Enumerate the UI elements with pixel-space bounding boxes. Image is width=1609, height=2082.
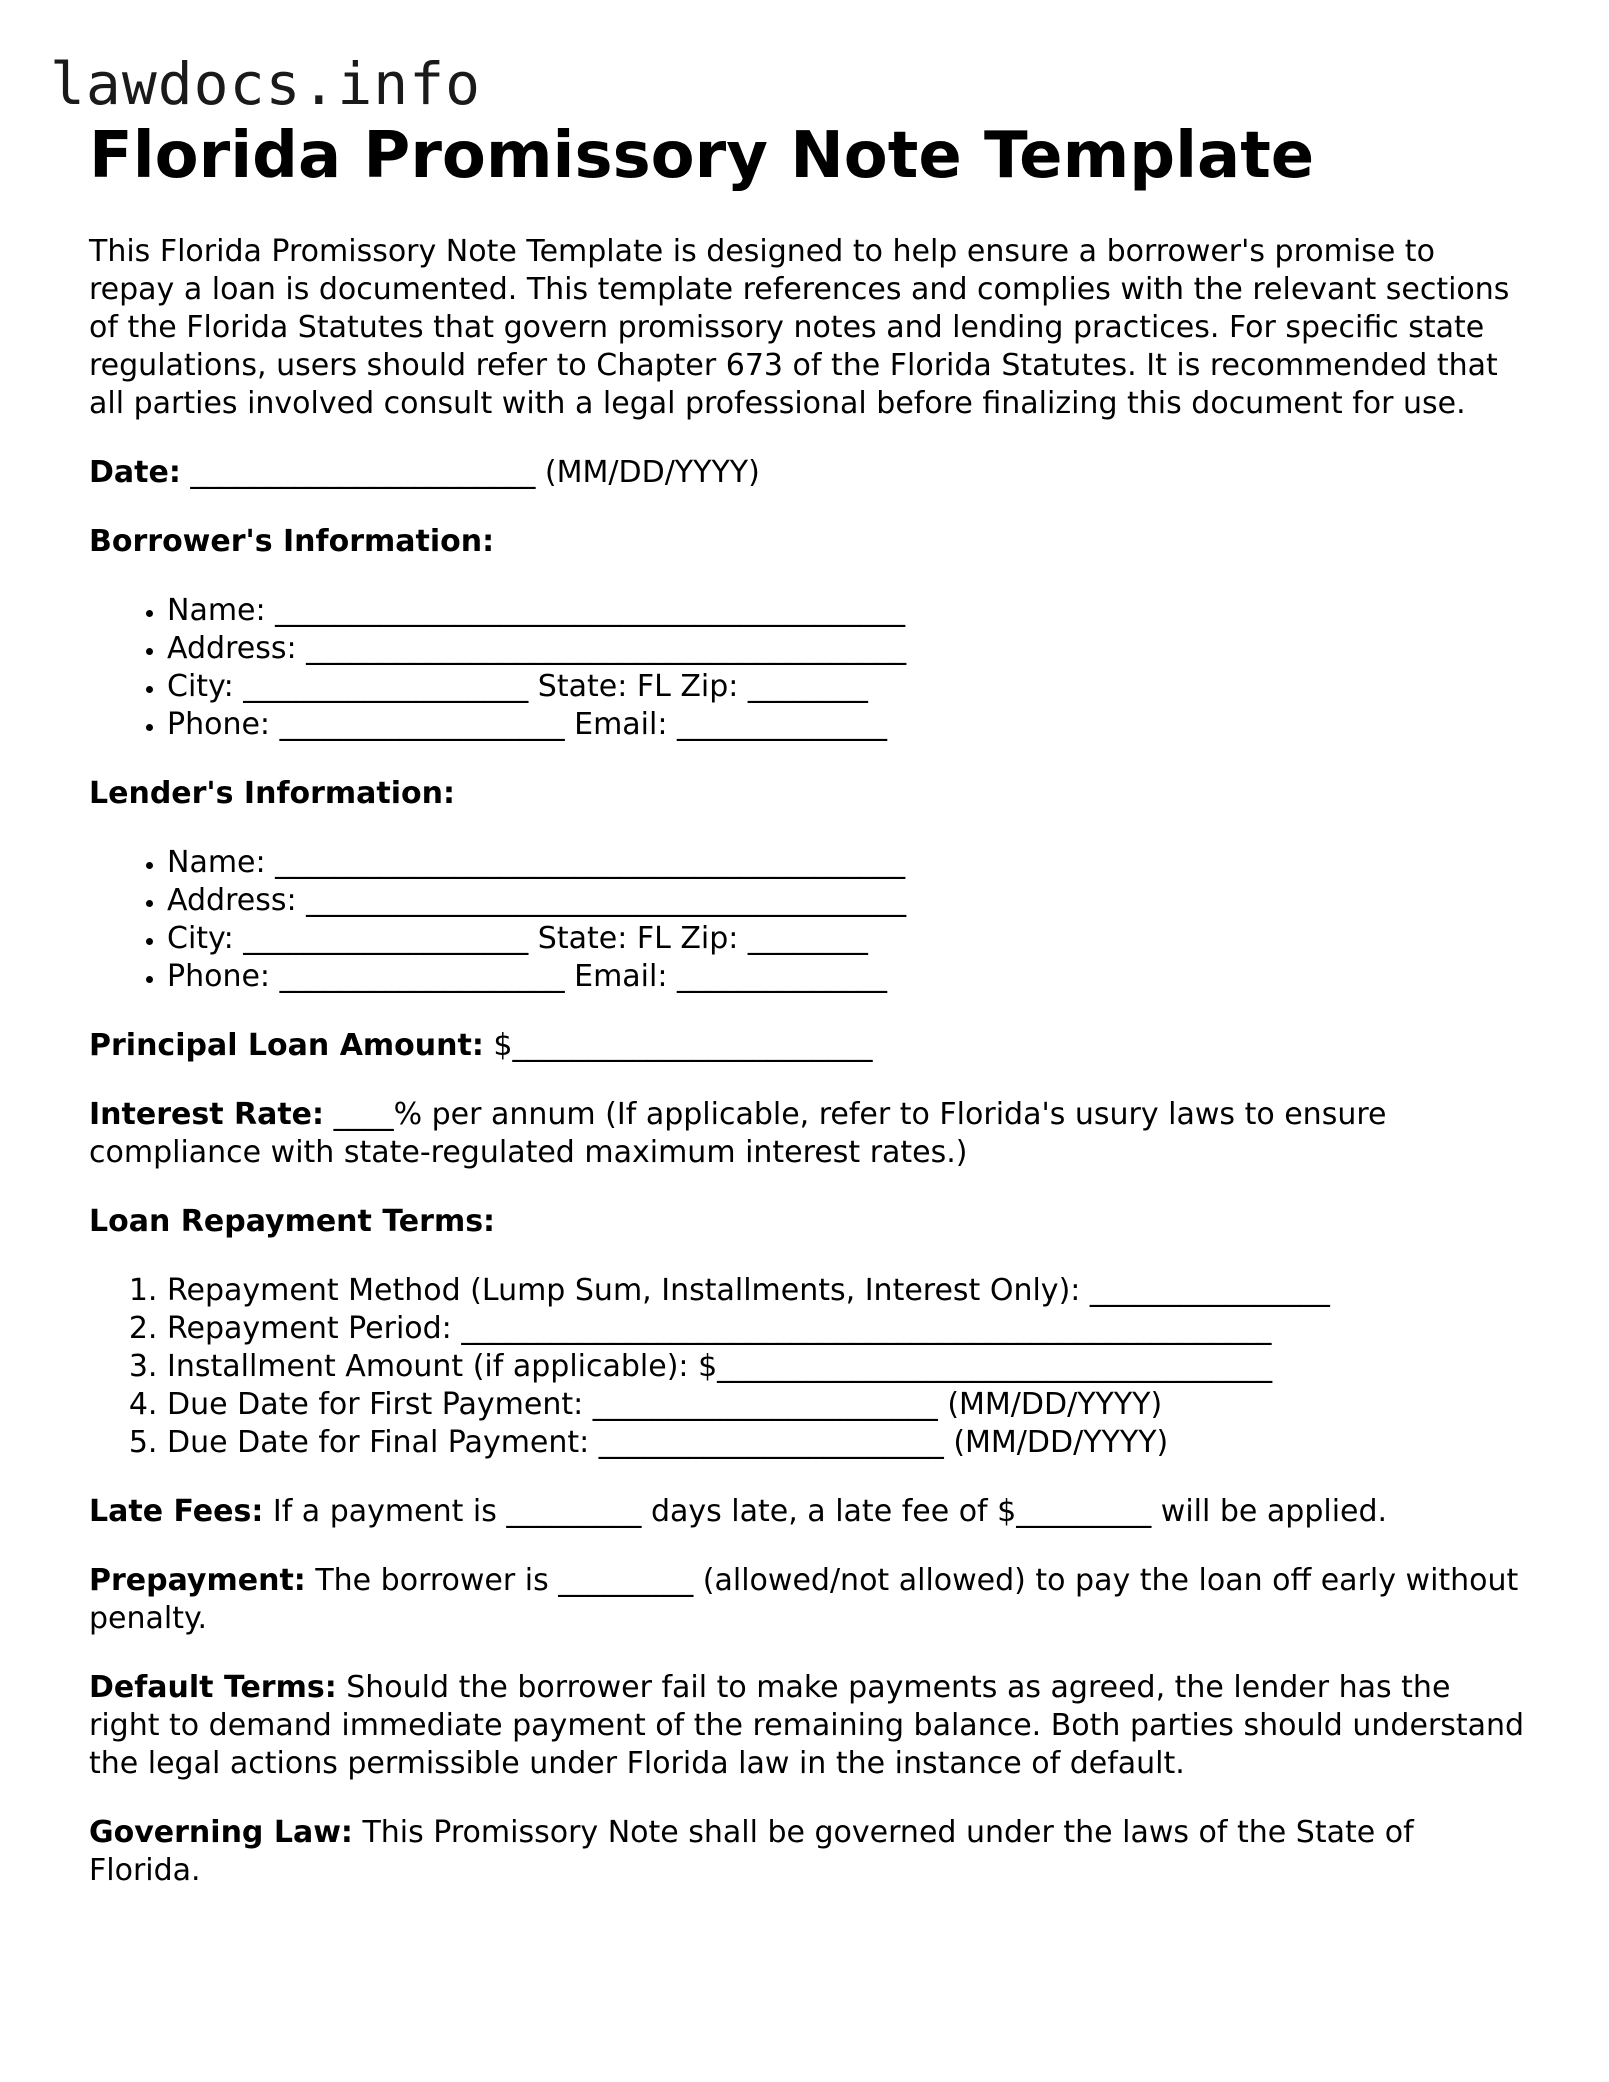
borrower-info-list: [89, 592, 1529, 744]
lender-name-line: • Name: __________________________________________: [167, 844, 1529, 882]
repayment-heading: Loan Repayment Terms:: [89, 1204, 496, 1239]
document: [89, 116, 1529, 1890]
lender-address-line: • Address: ________________________________________: [167, 882, 1529, 920]
lender-city-line: • City: ___________________ State: FL Zip: ________: [167, 920, 1529, 958]
site-watermark: lawdocs.info: [50, 50, 482, 118]
lender-info-list: [89, 844, 1529, 996]
principal-field: $________________________: [483, 1028, 873, 1063]
borrower-name-line: • Name: __________________________________________: [167, 592, 1529, 630]
interest-text: ____% per annum (If applicable, refer to Florida's usury laws to ensure compliance with state-regulated maximum interest rates.): [89, 1097, 1387, 1170]
installment-amount-line: 3. Installment Amount (if applicable): $_____________________________________: [167, 1348, 1529, 1386]
final-payment-line: 5. Due Date for Final Payment: _______________________ (MM/DD/YYYY): [167, 1424, 1529, 1462]
document-title: Florida Promissory Note Template: [89, 119, 1315, 193]
date-field: _______________________ (MM/DD/YYYY): [180, 455, 760, 490]
repayment-terms-list: [89, 1272, 1529, 1462]
late-fees-line: [89, 1493, 1529, 1531]
late-fees-text: If a payment is _________ days late, a late fee of $_________ will be applied.: [263, 1494, 1388, 1529]
prepayment-line: [89, 1562, 1529, 1638]
interest-label: Interest Rate:: [89, 1097, 325, 1132]
date-label: Date:: [89, 455, 181, 490]
date-line: [89, 454, 1529, 492]
governing-law-text: This Promissory Note shall be governed under the laws of the State of Florida.: [89, 1815, 1414, 1888]
lender-heading: Lender's Information:: [89, 776, 455, 811]
borrower-address-line: • Address: ________________________________________: [167, 630, 1529, 668]
prepayment-label: Prepayment:: [89, 1563, 306, 1598]
default-terms-text: Should the borrower fail to make payments as agreed, the lender has the right to demand immediate payment of the remaining balance. Both parties should understand the legal actions permissible under Florida law in the instance of default.: [89, 1670, 1525, 1781]
lender-phone-line: • Phone: ___________________ Email: ______________: [167, 958, 1529, 996]
late-fees-label: Late Fees:: [89, 1494, 264, 1529]
borrower-city-line: • City: ___________________ State: FL Zip: ________: [167, 668, 1529, 706]
borrower-heading: Borrower's Information:: [89, 524, 495, 559]
repayment-period-line: 2. Repayment Period: ______________________________________________________: [167, 1310, 1529, 1348]
borrower-phone-line: • Phone: ___________________ Email: ______________: [167, 706, 1529, 744]
principal-label: Principal Loan Amount:: [89, 1028, 484, 1063]
default-terms-line: [89, 1669, 1529, 1783]
intro-paragraph: This Florida Promissory Note Template is designed to help ensure a borrower's promise to repay a loan is documented. This template references and complies with the relevant sections of the Florida Statutes that govern promissory notes and lending practices. For specific state regulations, users should refer to Chapter 673 of the Florida Statutes. It is recommended that all parties involved consult with a legal professional before finalizing this document for use.: [89, 234, 1510, 421]
governing-law-label: Governing Law:: [89, 1815, 353, 1850]
prepayment-text: The borrower is _________ (allowed/not allowed) to pay the loan off early without penalty.: [89, 1563, 1519, 1636]
first-payment-line: 4. Due Date for First Payment: _______________________ (MM/DD/YYYY): [167, 1386, 1529, 1424]
default-terms-label: Default Terms:: [89, 1670, 337, 1705]
repayment-method-line: 1. Repayment Method (Lump Sum, Installments, Interest Only): ________________: [167, 1272, 1529, 1310]
governing-law-line: [89, 1814, 1529, 1890]
principal-line: [89, 1027, 1529, 1065]
interest-line: [89, 1096, 1529, 1172]
